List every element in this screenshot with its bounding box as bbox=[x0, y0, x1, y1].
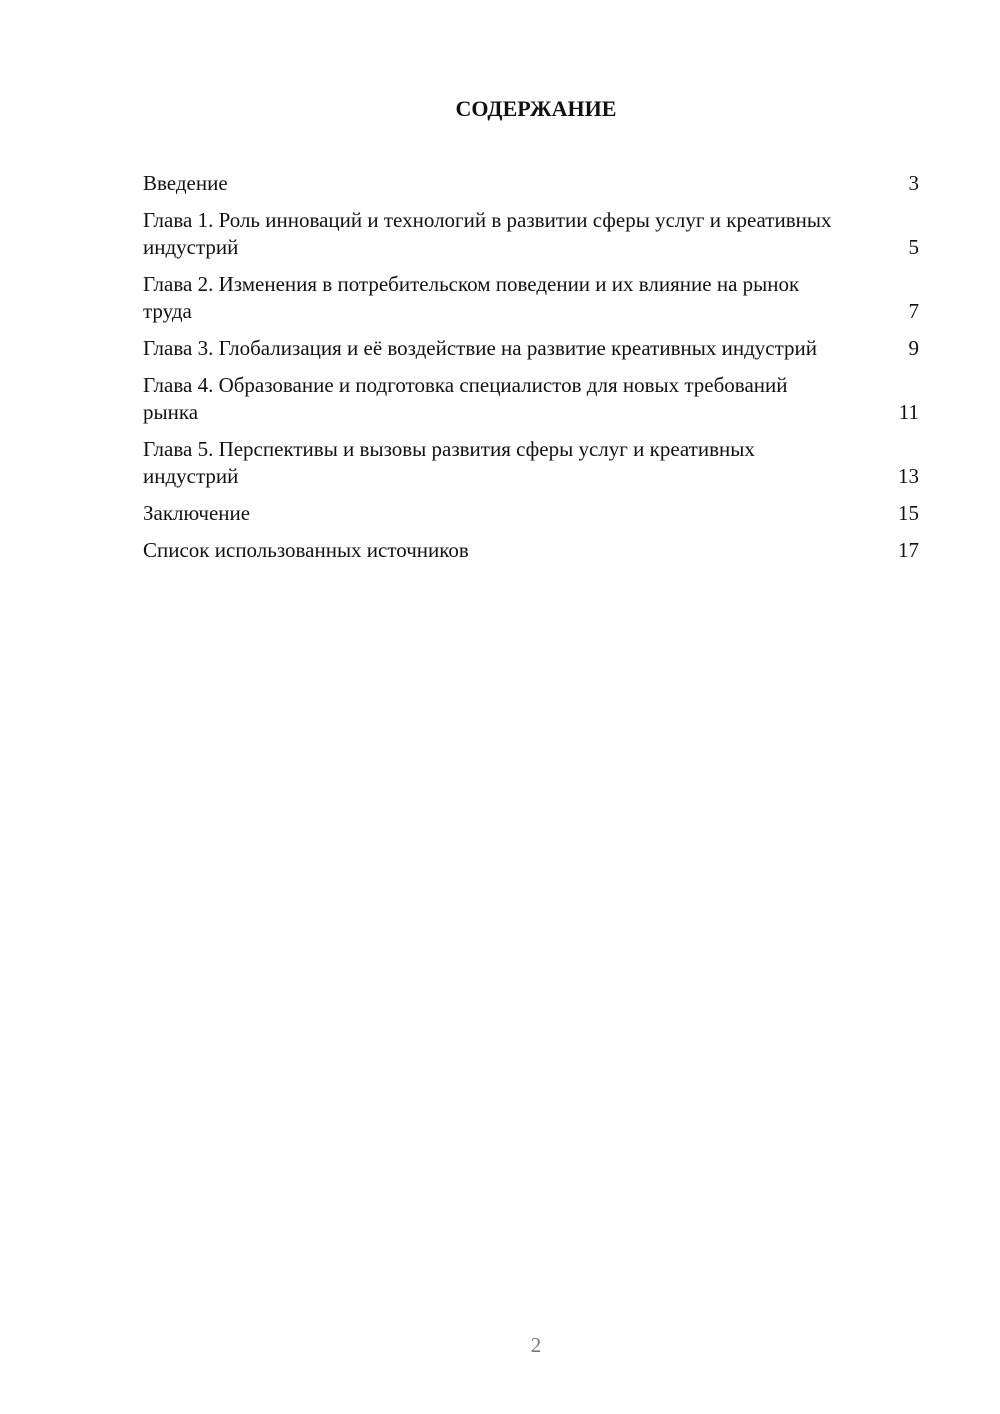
page-title: СОДЕРЖАНИЕ bbox=[455, 96, 617, 121]
toc-item-chapter-4 bbox=[143, 372, 919, 426]
toc-item-text: Глава 3. Глобализация и её воздействие на развитие креативных индустрий bbox=[143, 336, 817, 360]
toc-item-page: 15 bbox=[898, 501, 919, 525]
toc-item-text: Введение bbox=[143, 171, 228, 195]
toc-item-text: Глава 5. Перспективы и вызовы развития сферы услуг и креативных индустрий bbox=[143, 437, 755, 488]
toc-item-conclusion bbox=[143, 500, 919, 527]
table-of-contents bbox=[143, 170, 919, 574]
toc-item-page: 9 bbox=[908, 336, 919, 360]
toc-item-page: 5 bbox=[908, 235, 919, 259]
toc-item-text: Глава 1. Роль инноваций и технологий в развитии сферы услуг и креативных индустрий bbox=[143, 208, 832, 259]
toc-item-chapter-2 bbox=[143, 271, 919, 325]
page-number: 2 bbox=[530, 1333, 542, 1357]
toc-item-text: Глава 4. Образование и подготовка специалистов для новых требований рынка bbox=[143, 373, 788, 424]
toc-item-references bbox=[143, 537, 919, 564]
toc-item-page: 17 bbox=[898, 538, 919, 562]
toc-item-page: 13 bbox=[898, 464, 919, 488]
toc-item-chapter-5 bbox=[143, 436, 919, 490]
toc-item-page: 11 bbox=[898, 400, 919, 424]
toc-item-chapter-3 bbox=[143, 335, 919, 362]
toc-item-page: 7 bbox=[908, 299, 919, 323]
toc-item-text: Глава 2. Изменения в потребительском поведении и их влияние на рынок труда bbox=[143, 272, 800, 323]
toc-item-text: Заключение bbox=[143, 501, 251, 525]
toc-item-introduction bbox=[143, 170, 919, 197]
toc-item-page: 3 bbox=[908, 171, 919, 195]
toc-item-chapter-1 bbox=[143, 207, 919, 261]
toc-item-text: Список использованных источников bbox=[143, 538, 469, 562]
